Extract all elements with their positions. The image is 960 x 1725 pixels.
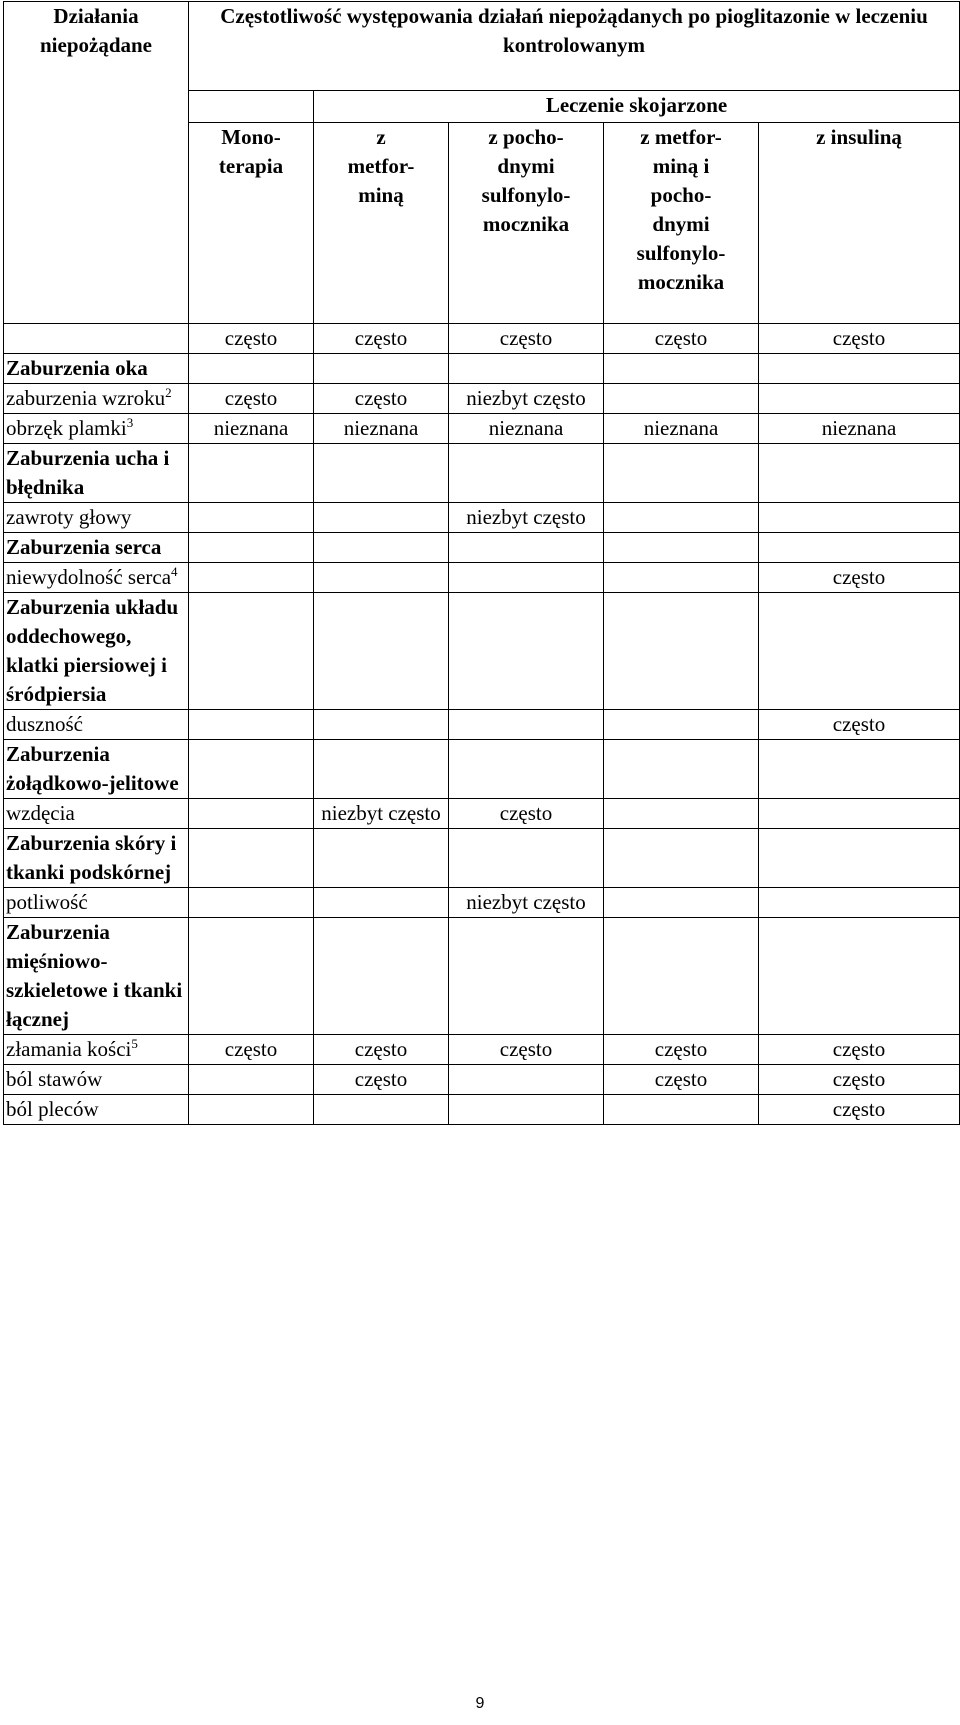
empty-cell (314, 829, 449, 888)
table-row (4, 563, 960, 593)
empty-cell (314, 533, 449, 563)
reaction-label-cell (4, 563, 189, 593)
frequency-cell: nieznana (314, 414, 449, 444)
empty-cell (759, 740, 960, 799)
footnote-marker: 3 (126, 415, 134, 430)
empty-cell (314, 503, 449, 533)
reaction-label: złamania kości (6, 1037, 132, 1061)
empty-cell (449, 444, 604, 503)
empty-cell (449, 563, 604, 593)
frequency-cell: często (449, 324, 604, 354)
reaction-label-cell (4, 324, 189, 354)
empty-cell (759, 384, 960, 414)
header-combination-therapy: Leczenie skojarzone (314, 91, 960, 123)
frequency-cell: często (759, 563, 960, 593)
category-label: Zaburzenia mięśniowo-szkieletowe i tkanki łącznej (4, 918, 189, 1035)
footnote-marker: 5 (131, 1036, 138, 1051)
frequency-cell: często (759, 1095, 960, 1125)
empty-cell (604, 740, 759, 799)
frequency-cell: często (189, 324, 314, 354)
frequency-cell: często (314, 1065, 449, 1095)
empty-cell (759, 918, 960, 1035)
frequency-cell: nieznana (759, 414, 960, 444)
empty-cell (604, 1095, 759, 1125)
empty-cell (604, 918, 759, 1035)
empty-cell (759, 829, 960, 888)
empty-cell (604, 710, 759, 740)
table-row (4, 799, 960, 829)
empty-cell (189, 444, 314, 503)
empty-cell (759, 444, 960, 503)
frequency-cell: często (449, 799, 604, 829)
empty-cell (314, 888, 449, 918)
empty-cell (604, 444, 759, 503)
empty-cell (604, 533, 759, 563)
empty-cell (314, 354, 449, 384)
empty-cell (449, 918, 604, 1035)
reaction-label-cell (4, 888, 189, 918)
header-col-sulfonylurea: z pocho- dnymi sulfonylo- mocznika (449, 123, 604, 324)
reaction-label: obrzęk plamki (6, 416, 127, 440)
category-row (4, 918, 960, 1035)
empty-cell (759, 593, 960, 710)
frequency-cell: niezbyt często (449, 384, 604, 414)
reaction-label: niewydolność serca (6, 565, 172, 589)
frequency-cell: często (189, 1035, 314, 1065)
table-row (4, 384, 960, 414)
empty-cell (189, 354, 314, 384)
empty-cell (449, 829, 604, 888)
empty-cell (314, 444, 449, 503)
reaction-label-cell (4, 1065, 189, 1095)
table-row (4, 324, 960, 354)
header-empty-cell (189, 91, 314, 123)
empty-cell (189, 888, 314, 918)
empty-cell (449, 533, 604, 563)
empty-cell (449, 1065, 604, 1095)
category-row (4, 829, 960, 888)
frequency-cell: często (314, 1035, 449, 1065)
category-row (4, 354, 960, 384)
empty-cell (189, 593, 314, 710)
category-label: Zaburzenia serca (4, 533, 189, 563)
adverse-reactions-table (3, 1, 960, 1125)
table-row (4, 1035, 960, 1065)
header-col-monotherapy: Mono- terapia (189, 123, 314, 324)
frequency-cell: często (759, 1035, 960, 1065)
reaction-label: wzdęcia (6, 801, 75, 825)
reaction-label-cell (4, 1035, 189, 1065)
frequency-cell: niezbyt często (449, 503, 604, 533)
table-row (4, 1065, 960, 1095)
frequency-cell: nieznana (449, 414, 604, 444)
reaction-label-cell (4, 710, 189, 740)
empty-cell (759, 533, 960, 563)
footnote-marker: 4 (171, 564, 178, 579)
empty-cell (189, 1065, 314, 1095)
frequency-cell: nieznana (604, 414, 759, 444)
frequency-cell: często (189, 384, 314, 414)
empty-cell (449, 1095, 604, 1125)
frequency-cell: często (759, 710, 960, 740)
table-row (4, 414, 960, 444)
category-label: Zaburzenia oka (4, 354, 189, 384)
empty-cell (189, 918, 314, 1035)
reaction-label: potliwość (6, 890, 88, 914)
empty-cell (189, 799, 314, 829)
frequency-cell: często (314, 384, 449, 414)
empty-cell (759, 503, 960, 533)
empty-cell (189, 503, 314, 533)
table-body (4, 324, 960, 1125)
frequency-cell: często (604, 324, 759, 354)
empty-cell (314, 1095, 449, 1125)
reaction-label-cell (4, 414, 189, 444)
frequency-cell: często (759, 1065, 960, 1095)
table-row (4, 888, 960, 918)
frequency-cell: niezbyt często (314, 799, 449, 829)
empty-cell (604, 888, 759, 918)
empty-cell (604, 799, 759, 829)
empty-cell (604, 563, 759, 593)
frequency-cell: często (759, 324, 960, 354)
header-col-metformin-sulfonylurea: z metfor- miną i pocho- dnymi sulfonylo- mocznika (604, 123, 759, 324)
empty-cell (314, 740, 449, 799)
category-label: Zaburzenia żołądkowo-jelitowe (4, 740, 189, 799)
empty-cell (314, 918, 449, 1035)
reaction-label: zaburzenia wzroku (6, 386, 166, 410)
category-label: Zaburzenia układu oddechowego, klatki piersiowej i śródpiersia (4, 593, 189, 710)
category-row (4, 444, 960, 503)
reaction-label: duszność (6, 712, 83, 736)
category-row (4, 740, 960, 799)
header-col-metformin: z metfor- miną (314, 123, 449, 324)
category-row (4, 533, 960, 563)
reaction-label: ból stawów (6, 1067, 103, 1091)
empty-cell (604, 503, 759, 533)
empty-cell (449, 740, 604, 799)
reaction-label: ból pleców (6, 1097, 99, 1121)
empty-cell (449, 710, 604, 740)
empty-cell (189, 563, 314, 593)
category-label: Zaburzenia ucha i błędnika (4, 444, 189, 503)
empty-cell (314, 593, 449, 710)
category-row (4, 593, 960, 710)
empty-cell (314, 563, 449, 593)
page-number: 9 (475, 1695, 485, 1712)
empty-cell (604, 384, 759, 414)
frequency-cell: często (604, 1065, 759, 1095)
empty-cell (449, 354, 604, 384)
table-row (4, 710, 960, 740)
category-label: Zaburzenia skóry i tkanki podskórnej (4, 829, 189, 888)
empty-cell (604, 829, 759, 888)
reaction-label-cell (4, 503, 189, 533)
reaction-label: zawroty głowy (6, 505, 132, 529)
reaction-label-cell (4, 1095, 189, 1125)
frequency-cell: często (314, 324, 449, 354)
empty-cell (449, 593, 604, 710)
reaction-label-cell (4, 384, 189, 414)
empty-cell (604, 354, 759, 384)
frequency-cell: często (604, 1035, 759, 1065)
empty-cell (189, 1095, 314, 1125)
frequency-cell: nieznana (189, 414, 314, 444)
empty-cell (189, 533, 314, 563)
empty-cell (604, 593, 759, 710)
empty-cell (189, 829, 314, 888)
frequency-cell: niezbyt często (449, 888, 604, 918)
reaction-label-cell (4, 799, 189, 829)
footnote-marker: 2 (165, 385, 172, 400)
header-frequency-title: Częstotliwość występowania działań niepożądanych po pioglitazonie w leczeniu kontrolowanym (189, 2, 960, 91)
frequency-cell: często (449, 1035, 604, 1065)
empty-cell (314, 710, 449, 740)
header-adverse-reactions: Działania niepożądane (4, 2, 189, 324)
empty-cell (759, 354, 960, 384)
empty-cell (759, 888, 960, 918)
table-row (4, 503, 960, 533)
table-row (4, 1095, 960, 1125)
header-col-insulin: z insuliną (759, 123, 960, 324)
empty-cell (189, 710, 314, 740)
empty-cell (759, 799, 960, 829)
empty-cell (189, 740, 314, 799)
